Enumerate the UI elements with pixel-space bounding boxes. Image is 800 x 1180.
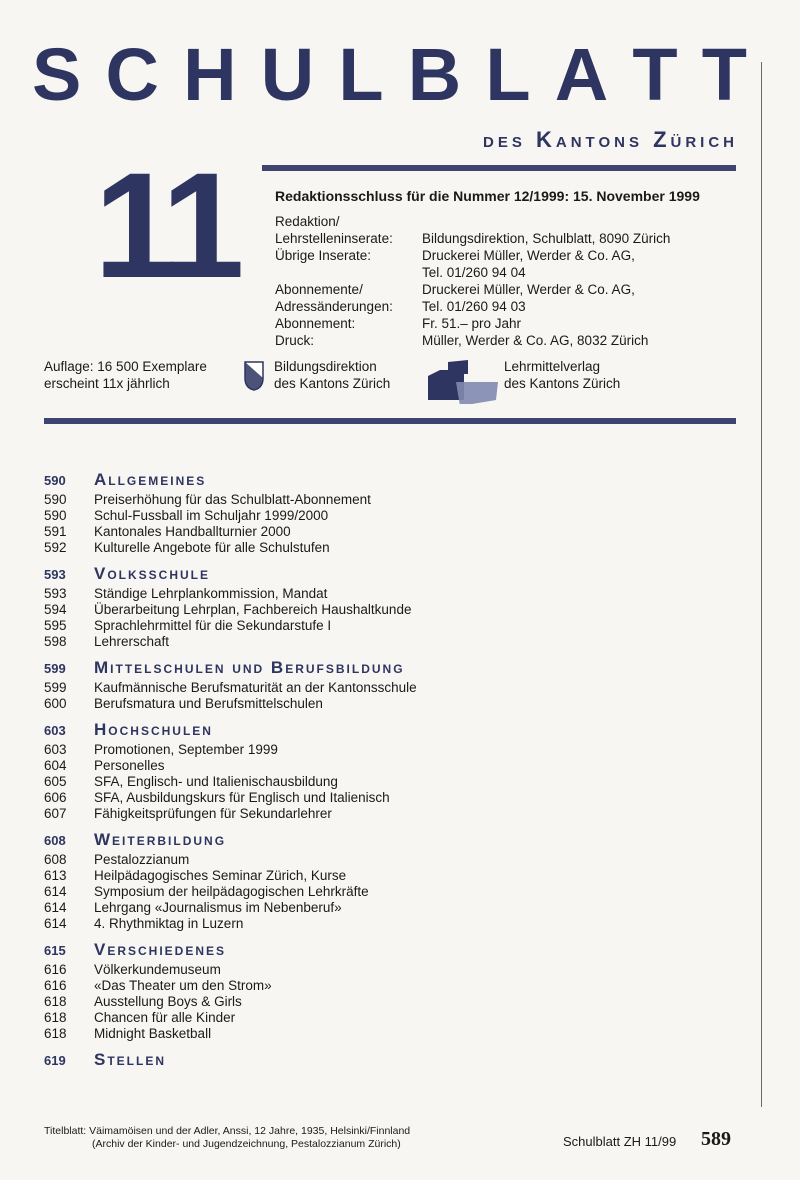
toc-item-page: 618 bbox=[44, 1010, 67, 1025]
toc-item-page: 595 bbox=[44, 618, 67, 633]
info-labels bbox=[275, 213, 393, 349]
bildungsdirektion-line: Bildungsdirektion bbox=[274, 359, 377, 374]
toc-section bbox=[44, 658, 744, 712]
toc-item-page: 604 bbox=[44, 758, 67, 773]
toc-item-title: Symposium der heilpädagogischen Lehrkräfte bbox=[94, 884, 369, 899]
toc-item-page: 591 bbox=[44, 524, 67, 539]
toc-section bbox=[44, 564, 744, 650]
toc-item[interactable] bbox=[44, 868, 744, 884]
toc-item-title: Preiserhöhung für das Schulblatt-Abonnement bbox=[94, 492, 371, 507]
toc-item[interactable] bbox=[44, 696, 744, 712]
toc-section-header bbox=[44, 470, 744, 492]
toc-item-page: 614 bbox=[44, 900, 67, 915]
toc-item[interactable] bbox=[44, 758, 744, 774]
table-of-contents bbox=[44, 470, 744, 1080]
toc-section-header bbox=[44, 720, 744, 742]
toc-item-title: Kulturelle Angebote für alle Schulstufen bbox=[94, 540, 330, 555]
toc-item-title: Kantonales Handballturnier 2000 bbox=[94, 524, 291, 539]
toc-item-title: Ausstellung Boys & Girls bbox=[94, 994, 242, 1009]
caption-line: Titelblatt: Väimamöisen und der Adler, Anssi, 12 Jahre, 1935, Helsinki/Finnland bbox=[44, 1125, 411, 1137]
toc-item-title: Lehrerschaft bbox=[94, 634, 170, 649]
toc-item-page: 590 bbox=[44, 492, 67, 507]
toc-item[interactable] bbox=[44, 852, 744, 868]
toc-section-header[interactable] bbox=[44, 1050, 744, 1072]
canton-shield-icon bbox=[244, 361, 264, 391]
toc-item-title: Kaufmännische Berufsmaturität an der Kantonsschule bbox=[94, 680, 417, 695]
toc-section-title: Weiterbildung bbox=[94, 830, 227, 849]
toc-item-page: 598 bbox=[44, 634, 67, 649]
toc-item[interactable] bbox=[44, 790, 744, 806]
toc-section-page: 619 bbox=[44, 1053, 66, 1068]
toc-section-title: Hochschulen bbox=[94, 720, 213, 739]
toc-section-page: 615 bbox=[44, 943, 66, 958]
toc-item-page: 603 bbox=[44, 742, 67, 757]
toc-item-title: «Das Theater um den Strom» bbox=[94, 978, 272, 993]
toc-item-title: SFA, Ausbildungskurs für Englisch und Italienisch bbox=[94, 790, 390, 805]
toc-item[interactable] bbox=[44, 774, 744, 790]
toc-item-title: Promotionen, September 1999 bbox=[94, 742, 278, 757]
info-label: Druck: bbox=[275, 333, 315, 348]
toc-item-title: Fähigkeitsprüfungen für Sekundarlehrer bbox=[94, 806, 332, 821]
toc-item-page: 600 bbox=[44, 696, 67, 711]
bildungsdirektion-line: des Kantons Zürich bbox=[274, 376, 391, 391]
vertical-rule bbox=[761, 62, 762, 1107]
toc-section-header bbox=[44, 830, 744, 852]
title-letter: L bbox=[485, 33, 531, 116]
toc-item-page: 607 bbox=[44, 806, 67, 821]
toc-item-page: 594 bbox=[44, 602, 67, 617]
title-letter: B bbox=[407, 33, 462, 116]
title-letter: A bbox=[554, 33, 609, 116]
info-label bbox=[275, 264, 393, 281]
info-label: Lehrstelleninserate: bbox=[275, 231, 393, 246]
toc-item-page: 592 bbox=[44, 540, 67, 555]
toc-section-title: Verschiedenes bbox=[94, 940, 227, 959]
toc-item[interactable] bbox=[44, 900, 744, 916]
footer-source: Schulblatt ZH 11/99 bbox=[563, 1134, 677, 1149]
issue-number: 11 bbox=[94, 141, 237, 309]
title-letter: H bbox=[183, 33, 237, 116]
info-label: Abonnement: bbox=[275, 316, 356, 331]
page-number: 589 bbox=[701, 1128, 731, 1150]
lehrmittelverlag-line: Lehrmittelverlag bbox=[504, 359, 601, 374]
toc-section bbox=[44, 1050, 744, 1072]
toc-item[interactable] bbox=[44, 586, 744, 602]
toc-section bbox=[44, 720, 744, 822]
toc-item-page: 608 bbox=[44, 852, 67, 867]
toc-section-header bbox=[44, 940, 744, 962]
toc-item-page: 618 bbox=[44, 1026, 67, 1041]
toc-item-page: 590 bbox=[44, 508, 67, 523]
toc-item[interactable] bbox=[44, 1026, 744, 1042]
toc-section bbox=[44, 470, 744, 556]
info-value: Druckerei Müller, Werder & Co. AG, bbox=[422, 248, 635, 263]
circulation-line: Auflage: 16 500 Exemplare bbox=[44, 359, 207, 374]
toc-item[interactable] bbox=[44, 994, 744, 1010]
toc-section-page: 590 bbox=[44, 473, 66, 488]
header-rule bbox=[262, 165, 736, 171]
toc-section-page: 608 bbox=[44, 833, 66, 848]
toc-item[interactable] bbox=[44, 634, 744, 650]
toc-section-title: Volksschule bbox=[94, 564, 211, 583]
toc-section-title: Allgemeines bbox=[94, 470, 207, 489]
caption-line: (Archiv der Kinder- und Jugendzeichnung, Pestalozzianum Zürich) bbox=[92, 1138, 401, 1150]
toc-item[interactable] bbox=[44, 618, 744, 634]
toc-item-page: 614 bbox=[44, 916, 67, 931]
deadline-note: Redaktionsschluss für die Nummer 12/1999: 15. November 1999 bbox=[275, 188, 700, 204]
title-letter: C bbox=[105, 33, 159, 116]
masthead-title bbox=[32, 33, 747, 116]
toc-section bbox=[44, 940, 744, 1042]
toc-item[interactable] bbox=[44, 742, 744, 758]
toc-item-page: 605 bbox=[44, 774, 67, 789]
section-rule bbox=[44, 418, 736, 424]
toc-item-page: 606 bbox=[44, 790, 67, 805]
circulation-line: erscheint 11x jährlich bbox=[44, 376, 170, 391]
title-letter: L bbox=[338, 33, 384, 116]
toc-item-title: Chancen für alle Kinder bbox=[94, 1010, 236, 1025]
toc-item-title: 4. Rhythmiktag in Luzern bbox=[94, 916, 244, 931]
info-label: Abonnemente/ bbox=[275, 282, 363, 297]
toc-section-page: 599 bbox=[44, 661, 66, 676]
info-value: Müller, Werder & Co. AG, 8032 Zürich bbox=[422, 333, 649, 348]
toc-item-title: Schul-Fussball im Schuljahr 1999/2000 bbox=[94, 508, 329, 523]
info-label: Adressänderungen: bbox=[275, 299, 393, 314]
toc-item[interactable] bbox=[44, 508, 744, 524]
toc-item-title: Berufsmatura und Berufsmittelschulen bbox=[94, 696, 323, 711]
info-value: Tel. 01/260 94 03 bbox=[422, 299, 526, 314]
toc-item-page: 613 bbox=[44, 868, 67, 883]
toc-item-page: 616 bbox=[44, 978, 67, 993]
toc-section bbox=[44, 830, 744, 932]
toc-section-page: 603 bbox=[44, 723, 66, 738]
toc-section-header bbox=[44, 658, 744, 680]
toc-item[interactable] bbox=[44, 680, 744, 696]
toc-section-header bbox=[44, 564, 744, 586]
toc-item[interactable] bbox=[44, 602, 744, 618]
toc-item-title: Midnight Basketball bbox=[94, 1026, 212, 1041]
toc-item[interactable] bbox=[44, 1010, 744, 1026]
toc-item-title: Heilpädagogisches Seminar Zürich, Kurse bbox=[94, 868, 347, 883]
toc-item[interactable] bbox=[44, 806, 744, 822]
toc-item-page: 616 bbox=[44, 962, 67, 977]
info-value: Tel. 01/260 94 04 bbox=[422, 265, 526, 280]
toc-item[interactable] bbox=[44, 540, 744, 556]
lehrmittelverlag-line: des Kantons Zürich bbox=[504, 376, 621, 391]
title-letter: T bbox=[701, 33, 747, 116]
toc-item-title: Völkerkundemuseum bbox=[94, 962, 221, 977]
title-letter: S bbox=[32, 33, 82, 116]
toc-section-title: Mittelschulen und Berufsbildung bbox=[94, 658, 405, 677]
toc-item-title: SFA, Englisch- und Italienischausbildung bbox=[94, 774, 338, 789]
toc-item-page: 614 bbox=[44, 884, 67, 899]
info-value: Bildungsdirektion, Schulblatt, 8090 Zürich bbox=[422, 231, 671, 246]
info-value: Druckerei Müller, Werder & Co. AG, bbox=[422, 282, 635, 297]
toc-item-title: Pestalozzianum bbox=[94, 852, 190, 867]
cover-caption bbox=[44, 1125, 410, 1151]
info-label: Redaktion/ bbox=[275, 214, 340, 229]
toc-item-title: Überarbeitung Lehrplan, Fachbereich Haushaltkunde bbox=[94, 602, 412, 617]
toc-item-page: 593 bbox=[44, 586, 67, 601]
toc-item-title: Ständige Lehrplankommission, Mandat bbox=[94, 586, 328, 601]
title-letter: T bbox=[632, 33, 678, 116]
info-value: Fr. 51.– pro Jahr bbox=[422, 316, 522, 331]
toc-item[interactable] bbox=[44, 524, 744, 540]
title-letter: U bbox=[260, 33, 315, 116]
toc-item-title: Lehrgang «Journalismus im Nebenberuf» bbox=[94, 900, 342, 915]
toc-item[interactable] bbox=[44, 492, 744, 508]
masthead-subtitle: des Kantons Zürich bbox=[483, 127, 738, 152]
toc-section-page: 593 bbox=[44, 567, 66, 582]
info-label: Übrige Inserate: bbox=[275, 248, 372, 263]
lehrmittelverlag-icon bbox=[426, 360, 502, 404]
toc-section-title: Stellen bbox=[94, 1050, 167, 1069]
toc-item[interactable] bbox=[44, 916, 744, 932]
toc-item[interactable] bbox=[44, 978, 744, 994]
toc-item-title: Sprachlehrmittel für die Sekundarstufe I bbox=[94, 618, 332, 633]
toc-item-title: Personelles bbox=[94, 758, 165, 773]
toc-item[interactable] bbox=[44, 884, 744, 900]
toc-item-page: 618 bbox=[44, 994, 67, 1009]
circulation-note bbox=[44, 358, 207, 392]
info-values bbox=[422, 230, 670, 349]
toc-item[interactable] bbox=[44, 962, 744, 978]
toc-item-page: 599 bbox=[44, 680, 67, 695]
